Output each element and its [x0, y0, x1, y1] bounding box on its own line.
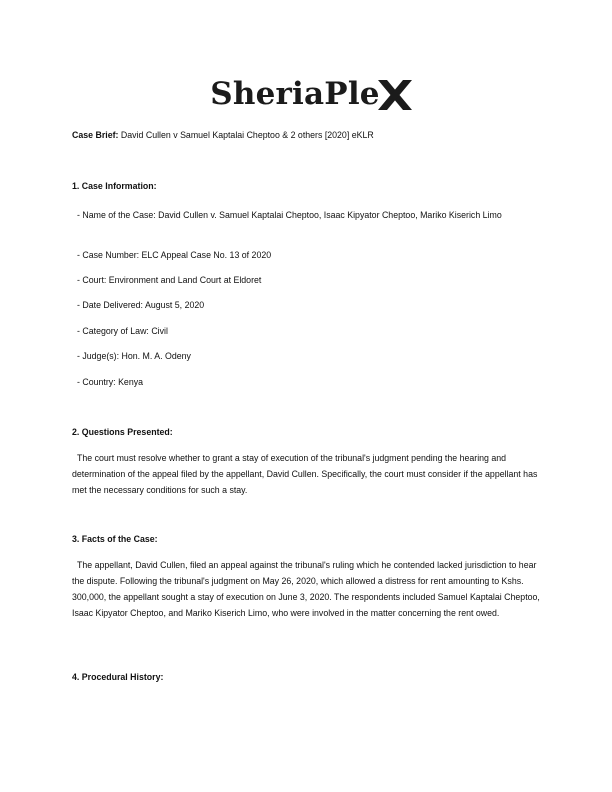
case-info-item-country: - Country: Kenya	[77, 377, 144, 387]
case-info-item-date: - Date Delivered: August 5, 2020	[77, 300, 205, 310]
case-info-item-court: - Court: Environment and Land Court at Eldoret	[77, 275, 262, 285]
x-mark-icon	[378, 80, 412, 110]
section-heading-procedural-history: 4. Procedural History:	[72, 672, 164, 682]
logo-wordmark: SheriaPle	[210, 76, 380, 112]
logo-x-mark	[378, 80, 412, 112]
section-heading-facts: 3. Facts of the Case:	[72, 534, 158, 544]
case-info-item-category: - Category of Law: Civil	[77, 326, 168, 336]
facts-of-case-text: The appellant, David Cullen, filed an appeal against the tribunal's ruling which he contended lacked jurisdiction to hear the dispute. Following the tribunal's judgment on May 26, 2020, which allowed a distress for rent amounting to Kshs. 300,000, the appellant sought a stay of execution on June 3, 2020. The respondents included Samuel Kaptalai Cheptoo, Isaac Kipyator Cheptoo, and Mariko Kiserich Limo, who were involved in the matter concerning the rent owed.	[72, 560, 540, 618]
case-info-item-name: - Name of the Case: David Cullen v. Samuel Kaptalai Cheptoo, Isaac Kipyator Cheptoo, Mariko Kiserich Limo	[77, 210, 502, 220]
case-brief-label: Case Brief:	[72, 130, 119, 140]
sheriaplex-logo	[0, 76, 612, 126]
case-info-item-number: - Case Number: ELC Appeal Case No. 13 of 2020	[77, 250, 272, 260]
section-heading-case-information: 1. Case Information:	[72, 181, 157, 191]
case-brief-line	[72, 130, 374, 140]
case-brief-title: David Cullen v Samuel Kaptalai Cheptoo & 2 others [2020] eKLR	[120, 130, 374, 140]
section-heading-questions-presented: 2. Questions Presented:	[72, 427, 173, 437]
questions-presented-text: The court must resolve whether to grant a stay of execution of the tribunal's judgment pending the hearing and determination of the appeal filed by the appellant, David Cullen. Specifically, the court must consider if the appellant has met the necessary conditions for such a stay.	[72, 453, 538, 495]
case-info-item-judges: - Judge(s): Hon. M. A. Odeny	[77, 351, 191, 361]
